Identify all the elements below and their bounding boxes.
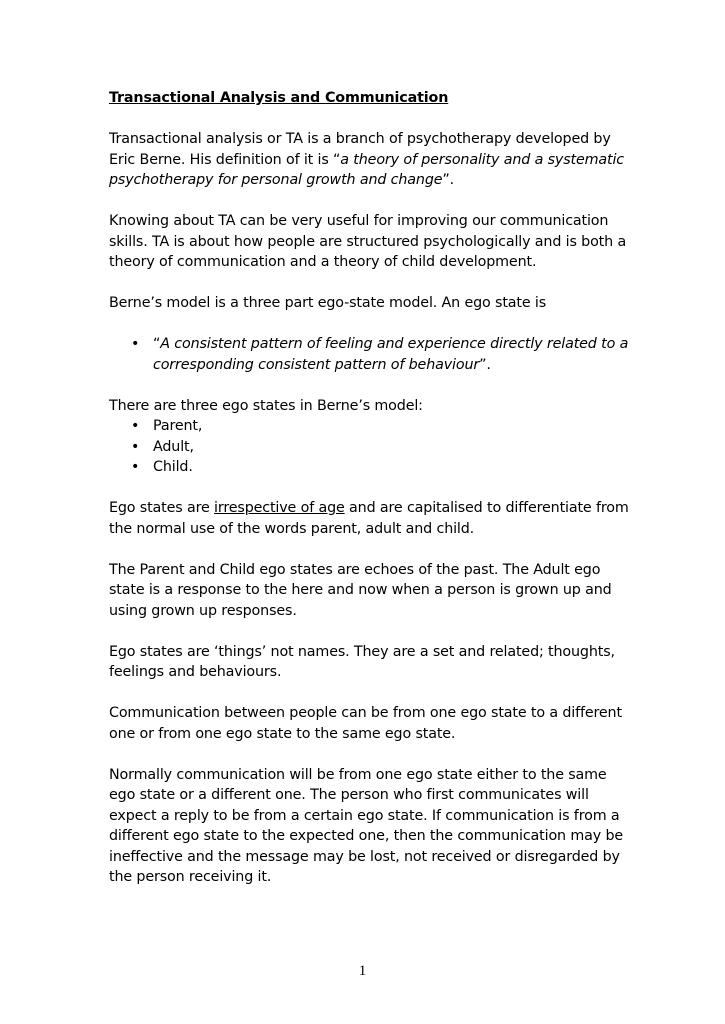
- spacer: [109, 621, 629, 642]
- paragraph-normal-communication: Normally communication will be from one ego state either to the same ego state or a different one. The person who first communicates will expect a reply to be from a certain ego state. If communication is from a different ego state to the expected one, then the communication may be ineffective and the message may be lost, not received or disregarded by the person receiving it.: [109, 766, 624, 885]
- list-item: [109, 457, 629, 478]
- list-item: [109, 437, 629, 458]
- paragraph-things-not-names: Ego states are ‘things’ not names. They are a set and related; thoughts, feelings and behaviours.: [109, 643, 615, 680]
- irrespective-text-a: Ego states are: [109, 500, 215, 516]
- ego-state-parent: Parent,: [153, 418, 203, 434]
- paragraph-irrespective-of-age: [109, 498, 629, 539]
- paragraph-communication-between: Communication between people can be from one ego state to a different one or from one ego state to the same ego state.: [109, 705, 622, 742]
- ego-state-adult: Adult,: [153, 438, 194, 455]
- irrespective-underlined: irrespective of age: [214, 500, 345, 516]
- spacer: [109, 191, 629, 212]
- ta-definition-close: ”.: [442, 172, 455, 188]
- ta-definition-text: Transactional analysis or TA is a branch of psychotherapy developed by Eric Berne. His definition of it is “: [109, 131, 611, 168]
- ego-state-definition-quote: A consistent pattern of feeling and experience directly related to a corresponding consistent pattern of behaviour: [153, 336, 629, 373]
- spacer: [109, 539, 629, 560]
- bullet-icon: •: [131, 459, 140, 475]
- bullet-icon: •: [131, 418, 140, 434]
- definition-quote-open: “: [153, 336, 161, 352]
- document-title: Transactional Analysis and Communication: [109, 90, 449, 106]
- ego-states-list: [109, 416, 629, 478]
- ego-state-child: Child.: [153, 459, 193, 475]
- bullet-icon: •: [131, 336, 140, 352]
- spacer: [109, 109, 629, 130]
- paragraph-three-ego-states: There are three ego states in Berne’s model:: [109, 397, 423, 414]
- spacer: [109, 314, 629, 335]
- spacer: [109, 683, 629, 704]
- ego-state-definition-item: [109, 334, 629, 375]
- spacer: [109, 375, 629, 396]
- list-item: [109, 416, 629, 437]
- page-number: 1: [358, 963, 367, 979]
- spacer: [109, 744, 629, 765]
- paragraph-ta-usefulness: Knowing about TA can be very useful for improving our communication skills. TA is about how people are structured psychologically and is both a theory of communication and a theory of child development.: [109, 213, 627, 270]
- bullet-icon: •: [131, 438, 140, 455]
- definition-quote-close: ”.: [479, 356, 491, 373]
- irrespective-text-b: and are capitalised to differentiate from the normal use of the words parent, adult and child.: [109, 500, 629, 537]
- paragraph-ta-definition: [109, 129, 629, 191]
- document-page: [109, 88, 629, 888]
- paragraph-berne-model: Berne’s model is a three part ego-state model. An ego state is: [109, 295, 547, 311]
- spacer: [109, 273, 629, 294]
- paragraph-echoes-of-past: The Parent and Child ego states are echoes of the past. The Adult ego state is a response to the here and now when a person is grown up and using grown up responses.: [109, 561, 612, 619]
- ego-state-definition-list: [109, 334, 629, 375]
- ta-definition-quote: a theory of personality and a systematic psychotherapy for personal growth and change: [109, 151, 624, 188]
- spacer: [109, 478, 629, 499]
